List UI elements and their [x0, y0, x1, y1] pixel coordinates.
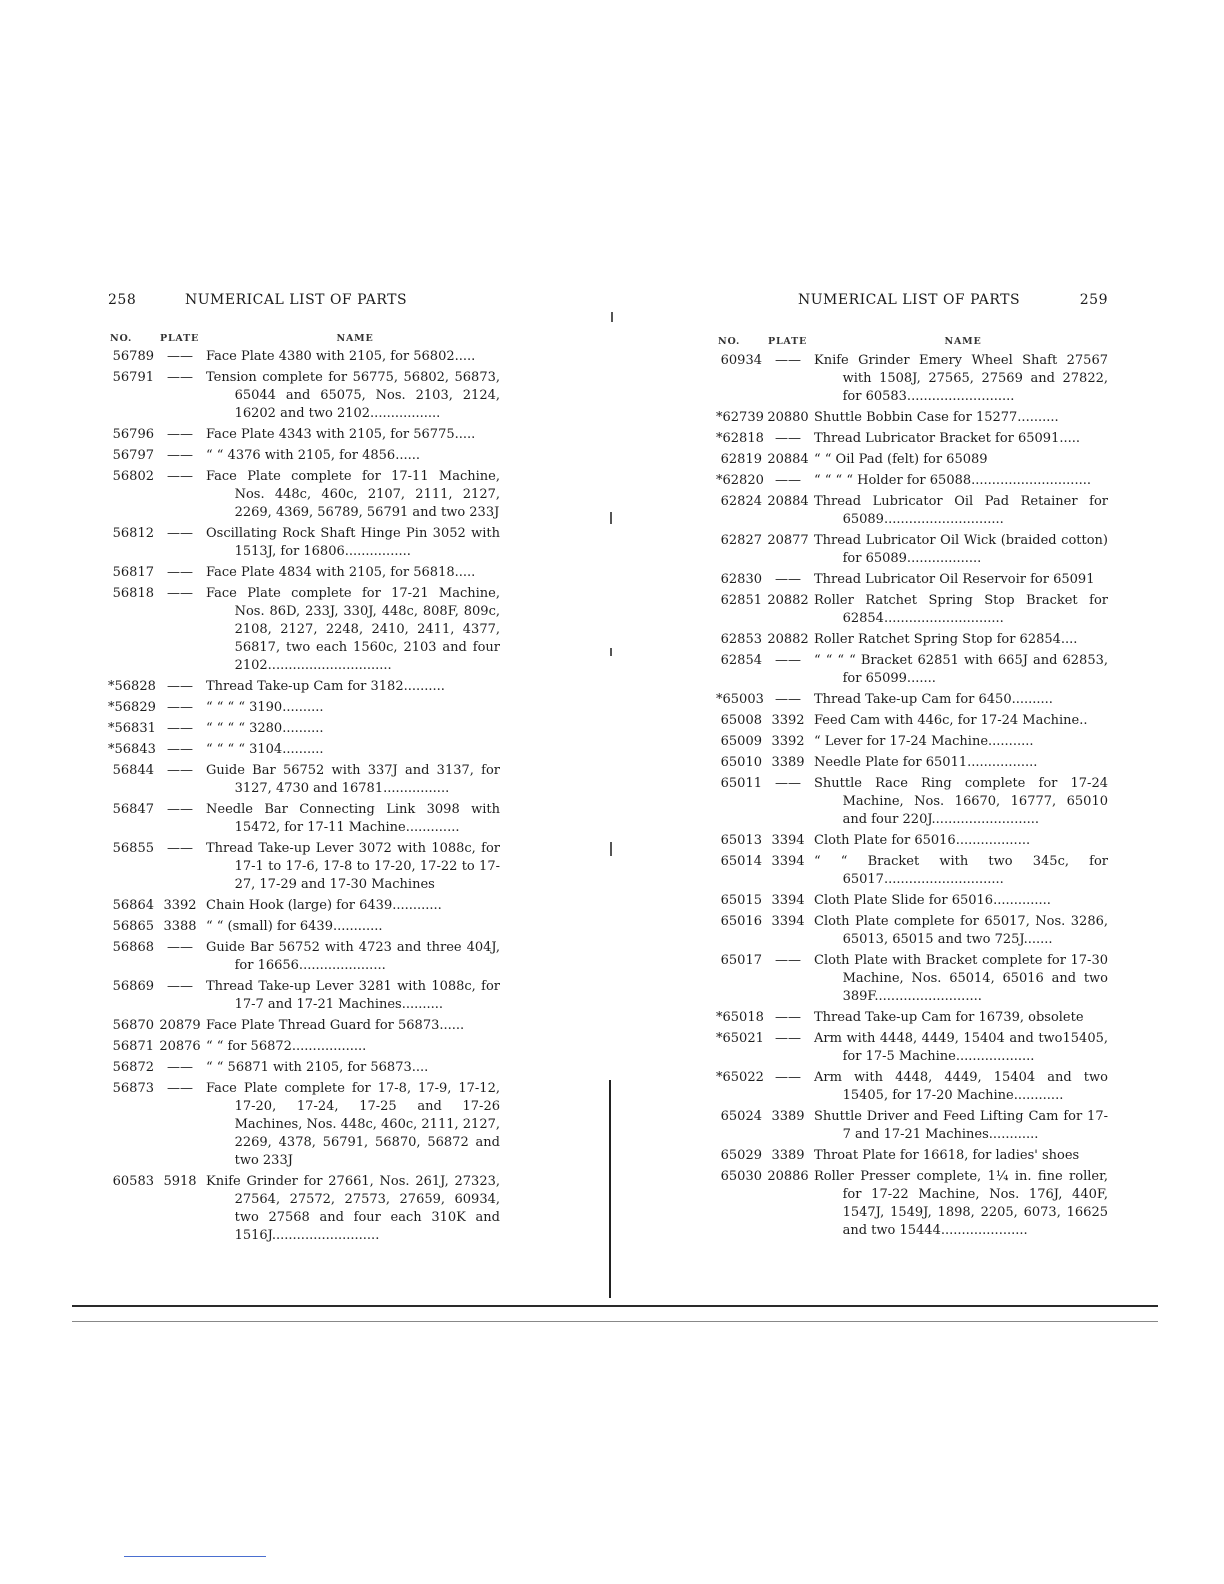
part-name: Cloth Plate for 65016.................. [814, 833, 1031, 848]
plate-number: —— [167, 370, 193, 385]
part-number: 56818 [112, 586, 154, 601]
plate-number: —— [775, 953, 801, 968]
plate-number: —— [167, 763, 193, 778]
part-number: *65003 [716, 692, 764, 707]
scan-edge-line [72, 1305, 1158, 1307]
part-name: “ “ “ “ 3280.......... [206, 721, 324, 736]
part-number: 56871 [112, 1039, 154, 1054]
table-row [716, 1168, 1108, 1240]
part-number: 56864 [112, 898, 154, 913]
table-row [716, 592, 1108, 628]
part-number: 56868 [112, 940, 154, 955]
part-number: 65017 [720, 953, 762, 968]
part-number: 65013 [720, 833, 762, 848]
plate-number: —— [775, 473, 801, 488]
table-row [108, 564, 500, 582]
part-number: 65014 [720, 854, 762, 869]
part-number: *62818 [716, 431, 764, 446]
table-row [716, 832, 1108, 850]
table-row [716, 892, 1108, 910]
table-row [716, 1069, 1108, 1105]
plate-number: —— [167, 1060, 193, 1075]
plate-number: 3389 [771, 755, 805, 770]
part-number: 56869 [112, 979, 154, 994]
table-row [108, 741, 500, 759]
plate-number: —— [167, 802, 193, 817]
table-row [716, 853, 1108, 889]
plate-number: —— [167, 841, 193, 856]
part-name: “ “ “ “ Bracket 62851 with 665J and 62853, for 65099....... [814, 653, 1108, 686]
part-number: 62854 [720, 653, 762, 668]
part-name: Shuttle Bobbin Case for 15277.......... [814, 410, 1059, 425]
plate-number: 3394 [771, 914, 805, 929]
table-row [108, 840, 500, 894]
plate-number: 3394 [771, 854, 805, 869]
part-number: *65021 [716, 1031, 764, 1046]
part-number: 65009 [720, 734, 762, 749]
plate-number: —— [167, 586, 193, 601]
table-row [716, 472, 1108, 490]
plate-number: 3389 [771, 1148, 805, 1163]
part-number: 56797 [112, 448, 154, 463]
part-name: “ “ “ “ 3104.......... [206, 742, 324, 757]
part-name: Chain Hook (large) for 6439............ [206, 898, 442, 913]
table-row [716, 493, 1108, 529]
table-row [716, 451, 1108, 469]
table-row [108, 918, 500, 936]
table-row [108, 720, 500, 738]
part-name: Thread Take-up Lever 3281 with 1088c, for 17-7 and 17-21 Machines.......... [206, 979, 500, 1012]
part-number: 56855 [112, 841, 154, 856]
plate-number: 20884 [767, 452, 809, 467]
part-number: 56791 [112, 370, 154, 385]
plate-number: —— [167, 448, 193, 463]
part-number: *56831 [108, 721, 156, 736]
column-header-no: NO. [718, 336, 741, 347]
part-name: Cloth Plate Slide for 65016.............. [814, 893, 1051, 908]
part-name: Face Plate 4343 with 2105, for 56775..... [206, 427, 476, 442]
scan-blue-line [124, 1556, 266, 1557]
table-row [108, 978, 500, 1014]
part-number: *62820 [716, 473, 764, 488]
plate-number: 3394 [771, 893, 805, 908]
part-number: 56817 [112, 565, 154, 580]
part-number: 60583 [112, 1174, 154, 1189]
table-row [108, 1017, 500, 1035]
plate-number: —— [167, 349, 193, 364]
part-number: 62853 [720, 632, 762, 647]
plate-number: —— [167, 427, 193, 442]
plate-number: 3392 [771, 713, 805, 728]
plate-number: —— [167, 979, 193, 994]
table-row [716, 1009, 1108, 1027]
plate-number: —— [167, 526, 193, 541]
part-name: “ “ for 56872.................. [206, 1039, 367, 1054]
table-row [716, 409, 1108, 427]
table-row [108, 678, 500, 696]
part-name: Roller Presser complete, 1¼ in. fine roller, for 17-22 Machine, Nos. 176J, 440F, 1547J, 1549J, 1898, 2205, 6073, 16625 and two 15444..................... [814, 1169, 1108, 1238]
part-name: Needle Bar Connecting Link 3098 with 15472, for 17-11 Machine............. [206, 802, 500, 835]
part-name: Guide Bar 56752 with 337J and 3137, for 3127, 4730 and 16781................ [206, 763, 500, 796]
column-header-no: NO. [110, 333, 133, 344]
table-row [716, 952, 1108, 1006]
part-name: Guide Bar 56752 with 4723 and three 404J, for 16656..................... [206, 940, 500, 973]
column-header-name: NAME [336, 333, 374, 344]
part-name: “ “ “ “ 3190.......... [206, 700, 324, 715]
plate-number: —— [167, 742, 193, 757]
plate-number: 3392 [163, 898, 197, 913]
part-name: “ “ 56871 with 2105, for 56873.... [206, 1060, 429, 1075]
part-name: Thread Take-up Cam for 6450.......... [814, 692, 1053, 707]
part-name: “ Lever for 17-24 Machine........... [814, 734, 1034, 749]
part-name: Feed Cam with 446c, for 17-24 Machine.. [814, 713, 1088, 728]
plate-number: 3392 [771, 734, 805, 749]
part-number: 65011 [720, 776, 762, 791]
table-row [716, 712, 1108, 730]
column-header-plate: PLATE [768, 336, 807, 347]
gutter-mark [611, 312, 613, 322]
table-row [108, 525, 500, 561]
plate-number: —— [167, 679, 193, 694]
scan-edge-line [72, 1321, 1158, 1322]
plate-number: 20884 [767, 494, 809, 509]
table-row [716, 1030, 1108, 1066]
part-number: 62819 [720, 452, 762, 467]
part-number: 56847 [112, 802, 154, 817]
book-spine [609, 1080, 611, 1298]
part-number: 62824 [720, 494, 762, 509]
table-row [716, 652, 1108, 688]
part-number: 65024 [720, 1109, 762, 1124]
part-number: *56843 [108, 742, 156, 757]
table-row [716, 352, 1108, 406]
plate-number: 5918 [163, 1174, 197, 1189]
part-name: Thread Lubricator Bracket for 65091..... [814, 431, 1081, 446]
plate-number: 3388 [163, 919, 197, 934]
part-name: Shuttle Driver and Feed Lifting Cam for 17-7 and 17-21 Machines............ [814, 1109, 1108, 1142]
table-row [108, 699, 500, 717]
plate-number: —— [167, 565, 193, 580]
table-row [108, 897, 500, 915]
part-number: *65018 [716, 1010, 764, 1025]
table-row [108, 426, 500, 444]
plate-number: 20886 [767, 1169, 809, 1184]
part-number: 65030 [720, 1169, 762, 1184]
part-name: Thread Take-up Lever 3072 with 1088c, for 17-1 to 17-6, 17-8 to 17-20, 17-22 to 17-27, 17-29 and 17-30 Machines [206, 841, 500, 892]
table-row [716, 430, 1108, 448]
part-name: Needle Plate for 65011................. [814, 755, 1038, 770]
part-number: 65008 [720, 713, 762, 728]
part-number: *65022 [716, 1070, 764, 1085]
table-row [716, 631, 1108, 649]
part-name: Cloth Plate with Bracket complete for 17-30 Machine, Nos. 65014, 65016 and two 389F.......................... [814, 953, 1108, 1004]
part-name: Thread Lubricator Oil Pad Retainer for 65089............................. [814, 494, 1108, 527]
part-name: Oscillating Rock Shaft Hinge Pin 3052 with 1513J, for 16806................ [206, 526, 500, 559]
part-number: *62739 [716, 410, 764, 425]
running-title: NUMERICAL LIST OF PARTS [185, 292, 408, 308]
part-number: *56829 [108, 700, 156, 715]
part-number: 62830 [720, 572, 762, 587]
plate-number: —— [775, 653, 801, 668]
part-number: 56789 [112, 349, 154, 364]
part-name: “ “ 4376 with 2105, for 4856...... [206, 448, 420, 463]
part-number: 56870 [112, 1018, 154, 1033]
part-name: “ “ “ “ Holder for 65088............................. [814, 473, 1091, 488]
table-row [108, 468, 500, 522]
part-name: Roller Ratchet Spring Stop Bracket for 62854............................. [814, 593, 1108, 626]
part-number: *56828 [108, 679, 156, 694]
part-name: Arm with 4448, 4449, 15404 and two 15405, for 17-20 Machine............ [814, 1070, 1108, 1103]
table-row [108, 447, 500, 465]
part-name: “ “ Oil Pad (felt) for 65089 [814, 452, 988, 467]
table-row [108, 585, 500, 675]
part-name: Throat Plate for 16618, for ladies' shoes [814, 1148, 1080, 1163]
parts-list [716, 352, 1108, 1243]
part-number: 65016 [720, 914, 762, 929]
gutter-mark [610, 842, 612, 856]
gutter-mark [610, 512, 612, 524]
table-row [716, 532, 1108, 568]
part-name: “ “ Bracket with two 345c, for 65017............................. [814, 854, 1108, 887]
page-number: 259 [1079, 292, 1108, 308]
table-row [108, 1059, 500, 1077]
table-row [716, 754, 1108, 772]
part-name: Face Plate 4380 with 2105, for 56802..... [206, 349, 476, 364]
plate-number: 20882 [767, 632, 809, 647]
plate-number: 20877 [767, 533, 809, 548]
plate-number: 20879 [159, 1018, 201, 1033]
plate-number: —— [167, 940, 193, 955]
part-name: Thread Take-up Cam for 3182.......... [206, 679, 445, 694]
part-name: Knife Grinder Emery Wheel Shaft 27567 with 1508J, 27565, 27569 and 27822, for 60583.......................... [814, 353, 1108, 404]
part-number: 56796 [112, 427, 154, 442]
part-number: 65015 [720, 893, 762, 908]
table-row [108, 1038, 500, 1056]
part-number: 62827 [720, 533, 762, 548]
plate-number: 20880 [767, 410, 809, 425]
part-name: Thread Take-up Cam for 16739, obsolete [814, 1010, 1084, 1025]
table-row [716, 733, 1108, 751]
plate-number: —— [167, 700, 193, 715]
table-row [108, 801, 500, 837]
part-number: 56872 [112, 1060, 154, 1075]
column-header-plate: PLATE [160, 333, 199, 344]
plate-number: —— [775, 1010, 801, 1025]
part-number: 62851 [720, 593, 762, 608]
table-row [716, 913, 1108, 949]
table-row [108, 348, 500, 366]
part-number: 56802 [112, 469, 154, 484]
plate-number: —— [775, 692, 801, 707]
part-number: 65029 [720, 1148, 762, 1163]
gutter-mark [610, 648, 612, 656]
plate-number: 20876 [159, 1039, 201, 1054]
part-name: Thread Lubricator Oil Reservoir for 65091 [814, 572, 1095, 587]
running-title: NUMERICAL LIST OF PARTS [798, 292, 1021, 308]
part-number: 56865 [112, 919, 154, 934]
plate-number: —— [775, 1031, 801, 1046]
plate-number: —— [775, 776, 801, 791]
column-header-name: NAME [944, 336, 982, 347]
table-row [108, 1173, 500, 1245]
part-name: Thread Lubricator Oil Wick (braided cotton) for 65089.................. [814, 533, 1108, 566]
part-number: 56844 [112, 763, 154, 778]
plate-number: —— [167, 469, 193, 484]
plate-number: —— [167, 1081, 193, 1096]
plate-number: —— [167, 721, 193, 736]
part-name: Tension complete for 56775, 56802, 56873, 65044 and 65075, Nos. 2103, 2124, 16202 and two 2102................. [206, 370, 500, 421]
part-name: Face Plate 4834 with 2105, for 56818..... [206, 565, 476, 580]
table-row [108, 1080, 500, 1170]
part-number: 56873 [112, 1081, 154, 1096]
part-number: 56812 [112, 526, 154, 541]
page-number: 258 [108, 292, 137, 308]
part-name: Knife Grinder for 27661, Nos. 261J, 27323, 27564, 27572, 27573, 27659, 60934, two 27568 and four each 310K and 1516J.......................... [206, 1174, 500, 1243]
plate-number: 3389 [771, 1109, 805, 1124]
part-name: Roller Ratchet Spring Stop for 62854.... [814, 632, 1078, 647]
plate-number: —— [775, 431, 801, 446]
part-name: Shuttle Race Ring complete for 17-24 Machine, Nos. 16670, 16777, 65010 and four 220J.......................... [814, 776, 1108, 827]
part-name: Face Plate complete for 17-21 Machine, Nos. 86D, 233J, 330J, 448c, 808F, 809c, 2108, 2127, 2248, 2410, 2411, 4377, 56817, two each 1560c, 2103 and four 2102.............................. [206, 586, 500, 673]
part-name: Face Plate complete for 17-11 Machine, Nos. 448c, 460c, 2107, 2111, 2127, 2269, 4369, 56789, 56791 and two 233J [206, 469, 500, 520]
table-row [108, 939, 500, 975]
table-row [716, 691, 1108, 709]
parts-list [108, 348, 500, 1248]
part-number: 60934 [720, 353, 762, 368]
table-row [108, 369, 500, 423]
plate-number: —— [775, 1070, 801, 1085]
table-row [716, 571, 1108, 589]
part-name: Cloth Plate complete for 65017, Nos. 3286, 65013, 65015 and two 725J....... [814, 914, 1108, 947]
plate-number: 20882 [767, 593, 809, 608]
table-row [716, 775, 1108, 829]
table-row [716, 1108, 1108, 1144]
plate-number: —— [775, 353, 801, 368]
part-name: Face Plate Thread Guard for 56873...... [206, 1018, 465, 1033]
plate-number: 3394 [771, 833, 805, 848]
part-name: Face Plate complete for 17-8, 17-9, 17-12, 17-20, 17-24, 17-25 and 17-26 Machines, Nos. 448c, 460c, 2111, 2127, 2269, 4378, 56791, 56870, 56872 and two 233J [206, 1081, 500, 1168]
table-row [716, 1147, 1108, 1165]
table-row [108, 762, 500, 798]
part-name: Arm with 4448, 4449, 15404 and two15405, for 17-5 Machine................... [814, 1031, 1108, 1064]
plate-number: —— [775, 572, 801, 587]
part-number: 65010 [720, 755, 762, 770]
part-name: “ “ (small) for 6439............ [206, 919, 383, 934]
